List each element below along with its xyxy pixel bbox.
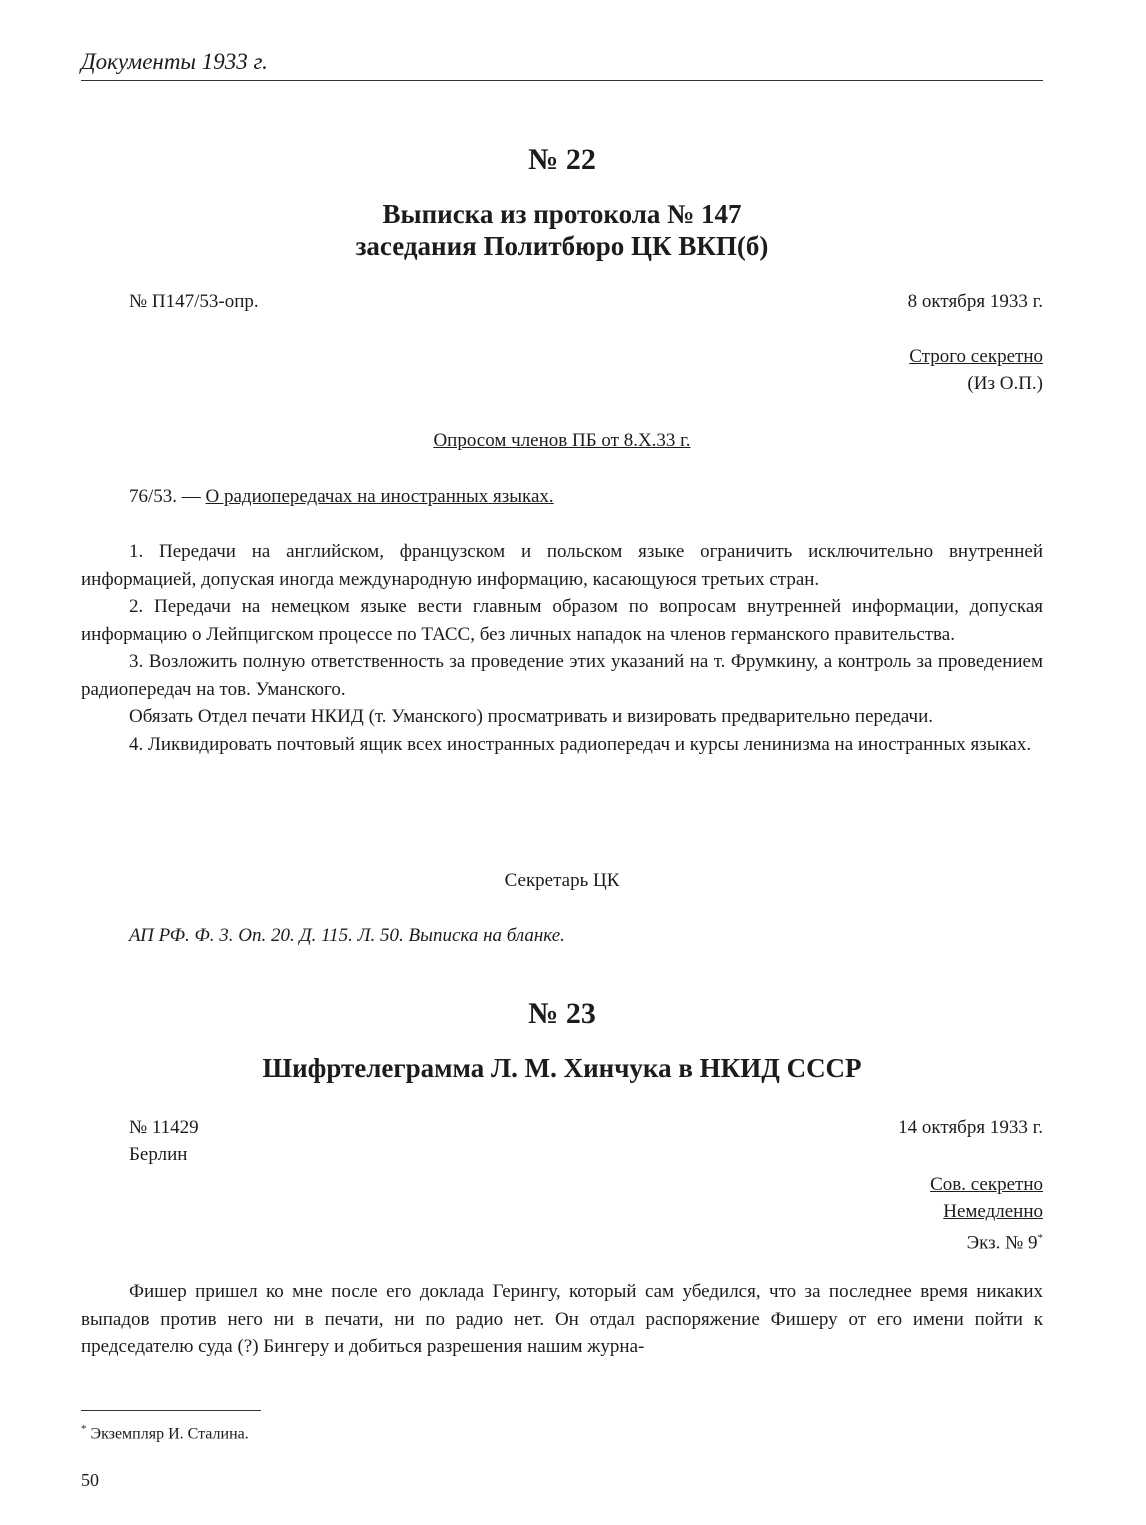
doc22-body	[81, 538, 1043, 758]
doc22-item-number: 76/53. —	[129, 486, 206, 507]
doc23-number: № 23	[528, 997, 596, 1030]
footnote-marker: *	[1037, 1232, 1043, 1244]
paragraph: 3. Возложить полную ответственность за проведение этих указаний на т. Фрумкину, а контроль за проведением радиопередач на тов. Уманского.	[81, 651, 1043, 700]
doc22-signature: Секретарь ЦК	[504, 870, 620, 891]
page-number: 50	[81, 1470, 99, 1490]
doc23-ref-row	[81, 1114, 1043, 1141]
footnote-marker: *	[81, 1423, 87, 1435]
doc23-place: Берлин	[129, 1144, 188, 1165]
doc23-classification-secret: Сов. секретно	[930, 1174, 1043, 1195]
paragraph: Обязать Отдел печати НКИД (т. Уманского) просматривать и визировать предварительно передачи.	[129, 706, 934, 727]
doc22-source-tag: (Из О.П.)	[967, 373, 1043, 394]
doc22-title-line1: Выписка из протокола № 147	[382, 199, 742, 229]
doc23-classification-urgent: Немедленно	[943, 1201, 1043, 1222]
doc23-copy-number: Экз. № 9*	[966, 1232, 1043, 1254]
doc23-date: 14 октября 1933 г.	[898, 1117, 1043, 1138]
paragraph: Фишер пришел ко мне после его доклада Герингу, который сам убедился, что за последнее время никаких выпадов против него ни в печати, ни по радио нет. Он отдал распоряжение Фишеру от его имени пойти к председателю суда (?) Бингеру и добиться разрешения нашим журна-	[81, 1281, 1043, 1357]
doc22-poll: Опросом членов ПБ от 8.X.33 г.	[433, 430, 691, 451]
doc22-number: № 22	[528, 143, 596, 176]
doc22-classification: Строго секретно	[909, 346, 1043, 367]
doc22-item-heading	[81, 483, 1043, 510]
doc22-ref-row	[81, 288, 1043, 315]
paragraph: 4. Ликвидировать почтовый ящик всех иностранных радиопередач и курсы ленинизма на иностранных языках.	[129, 733, 1032, 755]
running-header: Документы 1933 г.	[81, 48, 1043, 81]
footnote-divider	[81, 1410, 261, 1411]
doc22-date: 8 октября 1933 г.	[907, 291, 1043, 312]
paragraph: 1. Передачи на английском, французском и польском языке ограничить исключительно внутренней информацией, допуская иногда международную информацию, касающуюся третьих стран.	[81, 541, 1043, 590]
doc23-ref: № 11429	[129, 1117, 199, 1138]
doc22-archive-ref: АП РФ. Ф. 3. Оп. 20. Д. 115. Л. 50. Выписка на бланке.	[129, 925, 565, 946]
paragraph: 2. Передачи на немецком языке вести главным образом по вопросам внутренней информации, допуская информацию о Лейпцигском процессе по ТАСС, без личных нападок на членов германского правительства.	[81, 596, 1043, 645]
doc22-ref: № П147/53-опр.	[129, 291, 259, 312]
footnote: * Экземпляр И. Сталина.	[81, 1423, 249, 1443]
doc23-body	[81, 1278, 1043, 1361]
doc22-item-title: О радиопередачах на иностранных языках.	[205, 486, 554, 507]
doc22-title-line2: заседания Политбюро ЦК ВКП(б)	[355, 231, 769, 261]
doc23-title: Шифртелеграмма Л. М. Хинчука в НКИД СССР	[262, 1053, 862, 1083]
